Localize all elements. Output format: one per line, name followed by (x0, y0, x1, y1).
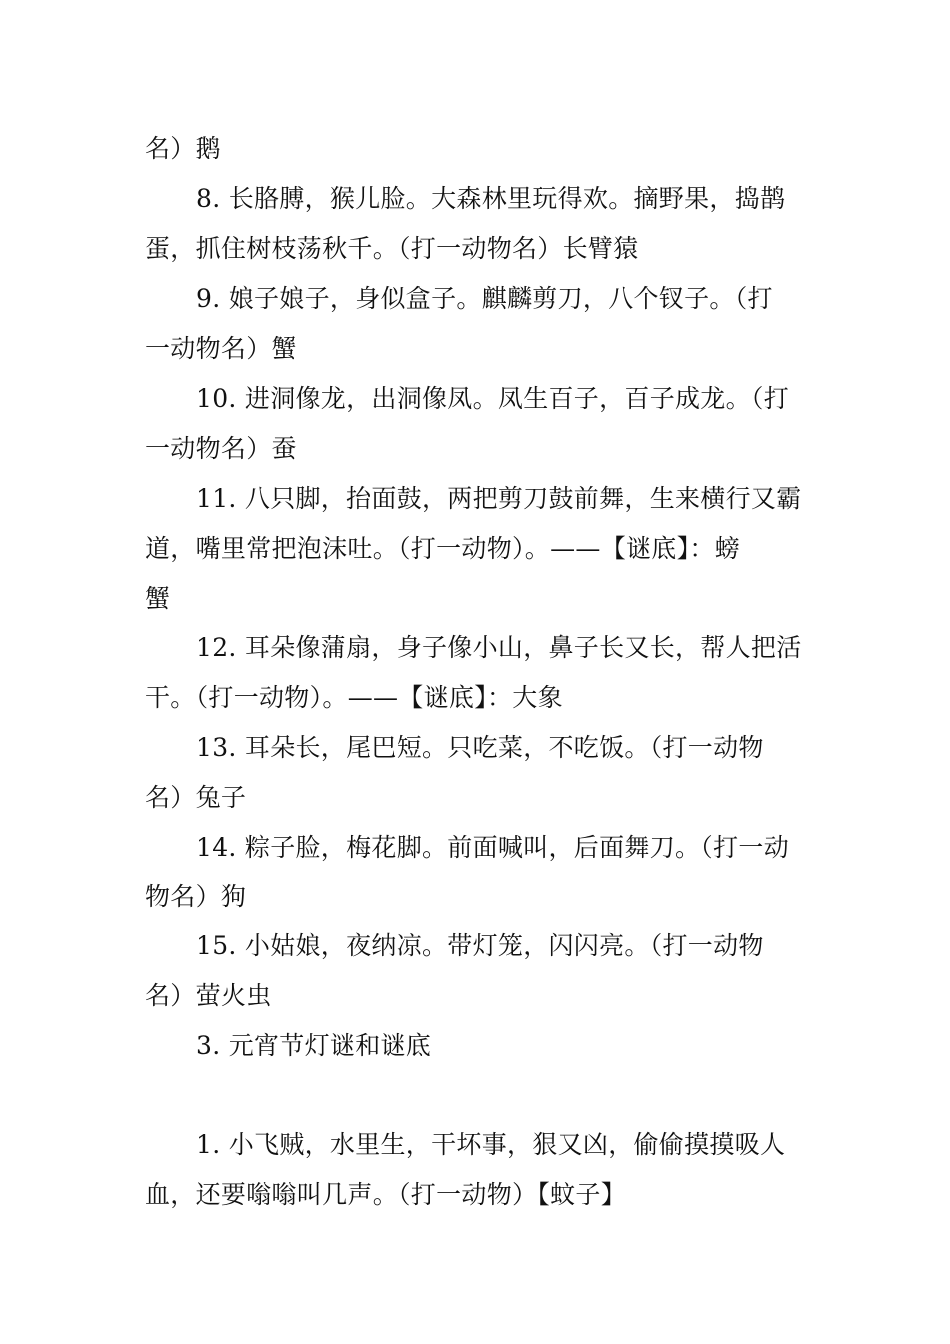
riddle-15-line-2: 名）萤火虫 (145, 981, 272, 1010)
riddle-13-line-2: 名）兔子 (145, 783, 247, 812)
riddle-8-line-1: 8. 长胳膊，猴儿脸。大森林里玩得欢。摘野果，捣鹊 (196, 184, 786, 213)
section-heading: 3. 元宵节灯谜和谜底 (196, 1031, 432, 1060)
riddle-14-line-2: 物名）狗 (145, 882, 247, 911)
riddle-10-line-2: 一动物名）蚕 (145, 434, 297, 463)
riddle-15-line-1: 15. 小姑娘，夜纳凉。带灯笼，闪闪亮。（打一动物 (196, 931, 764, 960)
riddle-9-line-2: 一动物名）蟹 (145, 334, 297, 363)
riddle-1-line-2: 血，还要嗡嗡叫几声。（打一动物）【蚊子】 (145, 1180, 627, 1209)
riddle-11-line-2: 道，嘴里常把泡沫吐。（打一动物）。——【谜底】：螃 (145, 534, 741, 563)
riddle-11-line-3: 蟹 (145, 584, 171, 613)
riddle-9-line-1: 9. 娘子娘子，身似盒子。麒麟剪刀，八个钗子。（打 (196, 284, 773, 313)
riddle-8-line-2: 蛋，抓住树枝荡秋千。（打一动物名）长臂猿 (145, 234, 639, 263)
riddle-1-line-1: 1. 小飞贼，水里生，干坏事，狠又凶，偷偷摸摸吸人 (196, 1130, 786, 1159)
riddle-14-line-1: 14. 粽子脸，梅花脚。前面喊叫，后面舞刀。（打一动 (196, 833, 790, 862)
riddle-12-line-2: 干。（打一动物）。——【谜底】：大象 (145, 683, 563, 712)
text-line: 名）鹅 (145, 134, 221, 163)
riddle-13-line-1: 13. 耳朵长，尾巴短。只吃菜，不吃饭。（打一动物 (196, 733, 764, 762)
riddle-12-line-1: 12. 耳朵像蒲扇，身子像小山，鼻子长又长，帮人把活 (196, 633, 802, 662)
riddle-11-line-1: 11. 八只脚，抬面鼓，两把剪刀鼓前舞，生来横行又霸 (196, 484, 802, 513)
riddle-10-line-1: 10. 进洞像龙，出洞像凤。凤生百子，百子成龙。（打 (196, 384, 790, 413)
